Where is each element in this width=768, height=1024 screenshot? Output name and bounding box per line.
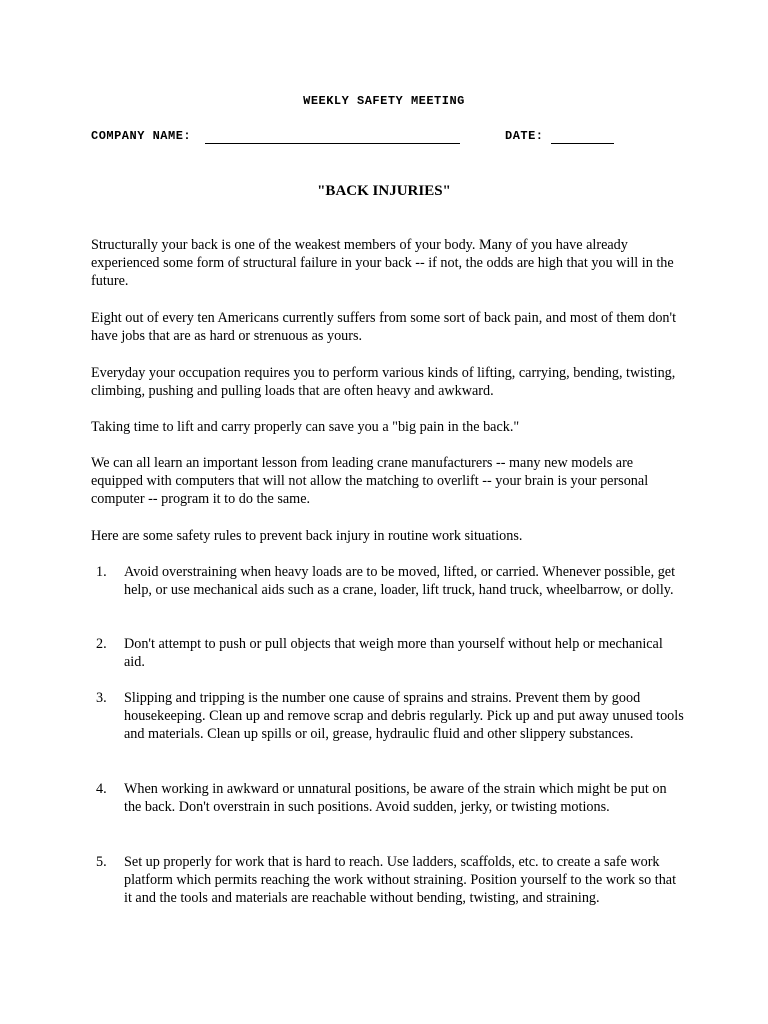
company-name-label: COMPANY NAME:	[91, 129, 192, 143]
paragraph-crane-lesson: We can all learn an important lesson from leading crane manufacturers -- many new models are equipped with computers that will not allow the matching to overlift -- your brain is your personal computer -- program it to do the same.	[91, 455, 649, 507]
list-item-number: 3.	[96, 690, 107, 706]
list-item-number: 2.	[96, 636, 107, 652]
paragraph-occupation: Everyday your occupation requires you to perform various kinds of lifting, carrying, bending, twisting, climbing, pushing and pulling loads that are often heavy and awkward.	[91, 365, 676, 399]
paragraph-statistics: Eight out of every ten Americans currently suffers from some sort of back pain, and most of them don't have jobs that are as hard or strenuous as yours.	[91, 310, 677, 344]
list-item-number: 1.	[96, 564, 107, 580]
meeting-header-title: WEEKLY SAFETY MEETING	[303, 94, 465, 108]
company-name-blank[interactable]	[205, 143, 460, 144]
list-item-number: 4.	[96, 781, 107, 797]
list-item-number: 5.	[96, 854, 107, 870]
list-item-text: When working in awkward or unnatural positions, be aware of the strain which might be put on the back. Don't overstrain in such positions. Avoid sudden, jerky, or twisting motions.	[124, 781, 667, 815]
document-title: "BACK INJURIES"	[317, 183, 451, 199]
paragraph-lift-carry: Taking time to lift and carry properly can save you a "big pain in the back."	[91, 419, 520, 435]
company-date-row	[91, 129, 651, 147]
list-item-text: Don't attempt to push or pull objects that weigh more than yourself without help or mechanical aid.	[124, 636, 663, 670]
date-blank[interactable]	[551, 143, 614, 144]
list-item-text: Set up properly for work that is hard to reach. Use ladders, scaffolds, etc. to create a safe work platform which permits reaching the work without straining. Position yourself to the work so that it and the tools and materials are reachable without bending, twisting, and straining.	[124, 854, 677, 906]
list-item-text: Avoid overstraining when heavy loads are to be moved, lifted, or carried. Whenever possible, get help, or use mechanical aids such as a crane, loader, lift truck, hand truck, wheelbarrow, or dolly.	[124, 564, 676, 598]
list-item-text: Slipping and tripping is the number one cause of sprains and strains. Prevent them by good housekeeping. Clean up and remove scrap and debris regularly. Pick up and put away unused tools and materials. Clean up spills or oil, grease, hydraulic fluid and other slippery substances.	[124, 690, 684, 742]
paragraph-rules-intro: Here are some safety rules to prevent back injury in routine work situations.	[91, 528, 523, 544]
date-label: DATE:	[505, 129, 544, 143]
paragraph-intro: Structurally your back is one of the weakest members of your body. Many of you have already experienced some form of structural failure in your back -- if not, the odds are high that you will in the future.	[91, 237, 674, 289]
